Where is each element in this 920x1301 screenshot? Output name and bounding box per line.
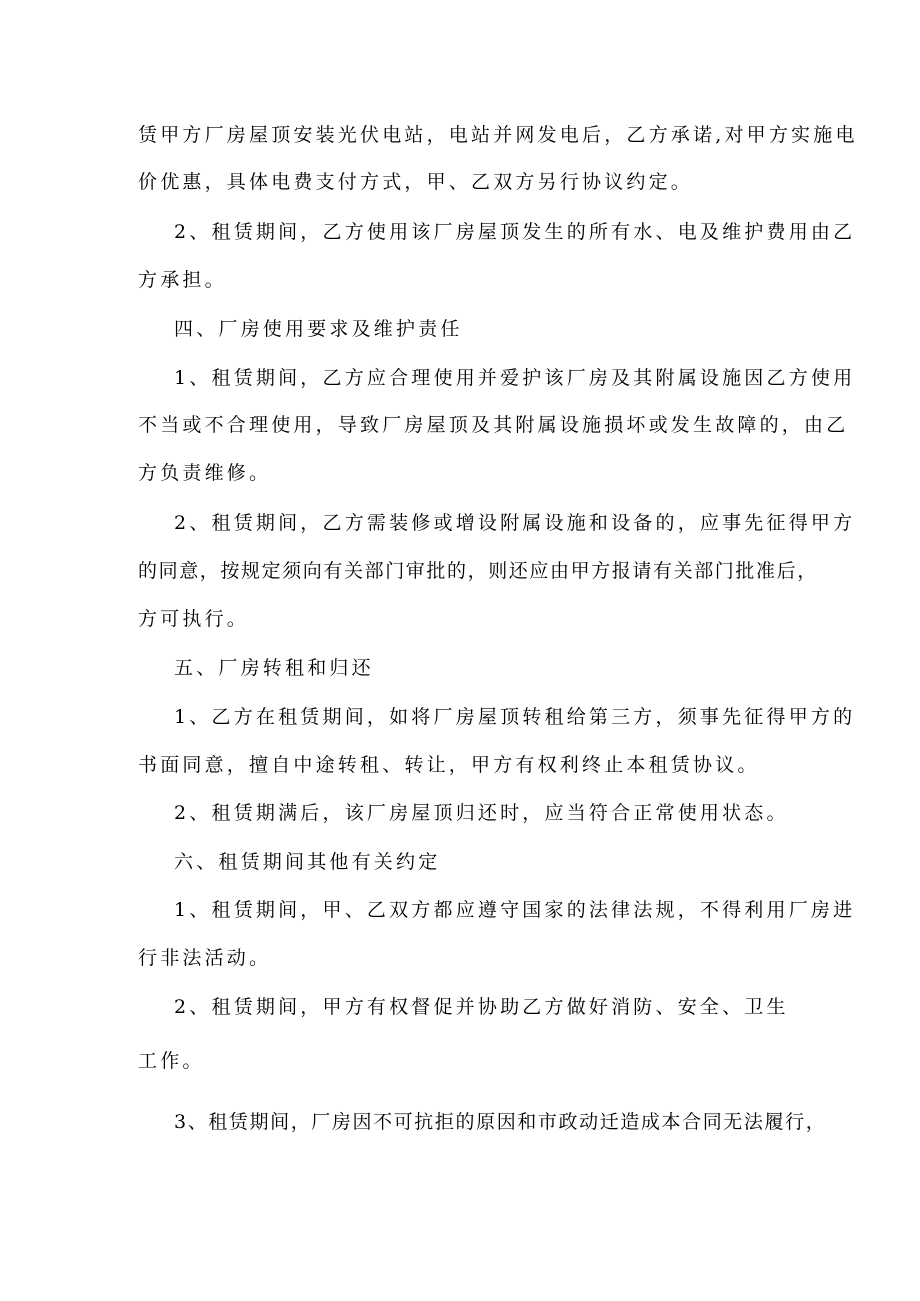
- paragraph-line: 2、租赁期满后，该厂房屋顶归还时，应当符合正常使用状态。: [174, 802, 789, 824]
- paragraph-line: 方承担。: [138, 269, 227, 291]
- paragraph-line: 不当或不合理使用，导致厂房屋顶及其附属设施损坏或发生故障的，由乙: [138, 414, 849, 436]
- paragraph-line: 的同意，按规定须向有关部门审批的，则还应由甲方报请有关部门批准后，: [138, 560, 818, 582]
- section-heading: 四、厂房使用要求及维护责任: [174, 318, 463, 340]
- section-heading: 六、租赁期间其他有关约定: [174, 851, 441, 873]
- paragraph-line: 2、租赁期间，乙方使用该厂房屋顶发生的所有水、电及维护费用由乙: [174, 221, 856, 243]
- paragraph-line: 1、乙方在租赁期间，如将厂房屋顶转租给第三方，须事先征得甲方的: [174, 706, 856, 728]
- paragraph-line: 2、租赁期间，乙方需装修或增设附属设施和设备的，应事先征得甲方: [174, 512, 856, 534]
- paragraph-line: 赁甲方厂房屋顶安装光伏电站，电站并网发电后，乙方承诺,对甲方实施电: [138, 124, 858, 146]
- paragraph-line: 1、租赁期间，乙方应合理使用并爱护该厂房及其附属设施因乙方使用: [174, 367, 856, 389]
- paragraph-line: 行非法活动。: [138, 947, 272, 969]
- section-heading: 五、厂房转租和归还: [174, 657, 374, 679]
- paragraph-line: 书面同意，擅自中途转租、转让，甲方有权利终止本租赁协议。: [138, 754, 760, 776]
- paragraph-line: 方可执行。: [138, 608, 250, 630]
- paragraph-line: 3、租赁期间，厂房因不可抗拒的原因和市政动迁造成本合同无法履行，: [174, 1111, 827, 1133]
- paragraph-line: 工作。: [138, 1050, 205, 1072]
- paragraph-line: 2、租赁期间，甲方有权督促并协助乙方做好消防、安全、卫生: [174, 996, 789, 1018]
- paragraph-line: 价优惠，具体电费支付方式，甲、乙双方另行协议约定。: [138, 171, 694, 193]
- paragraph-line: 1、租赁期间，甲、乙双方都应遵守国家的法律法规，不得利用厂房进: [174, 899, 856, 921]
- paragraph-line: 方负责维修。: [138, 462, 272, 484]
